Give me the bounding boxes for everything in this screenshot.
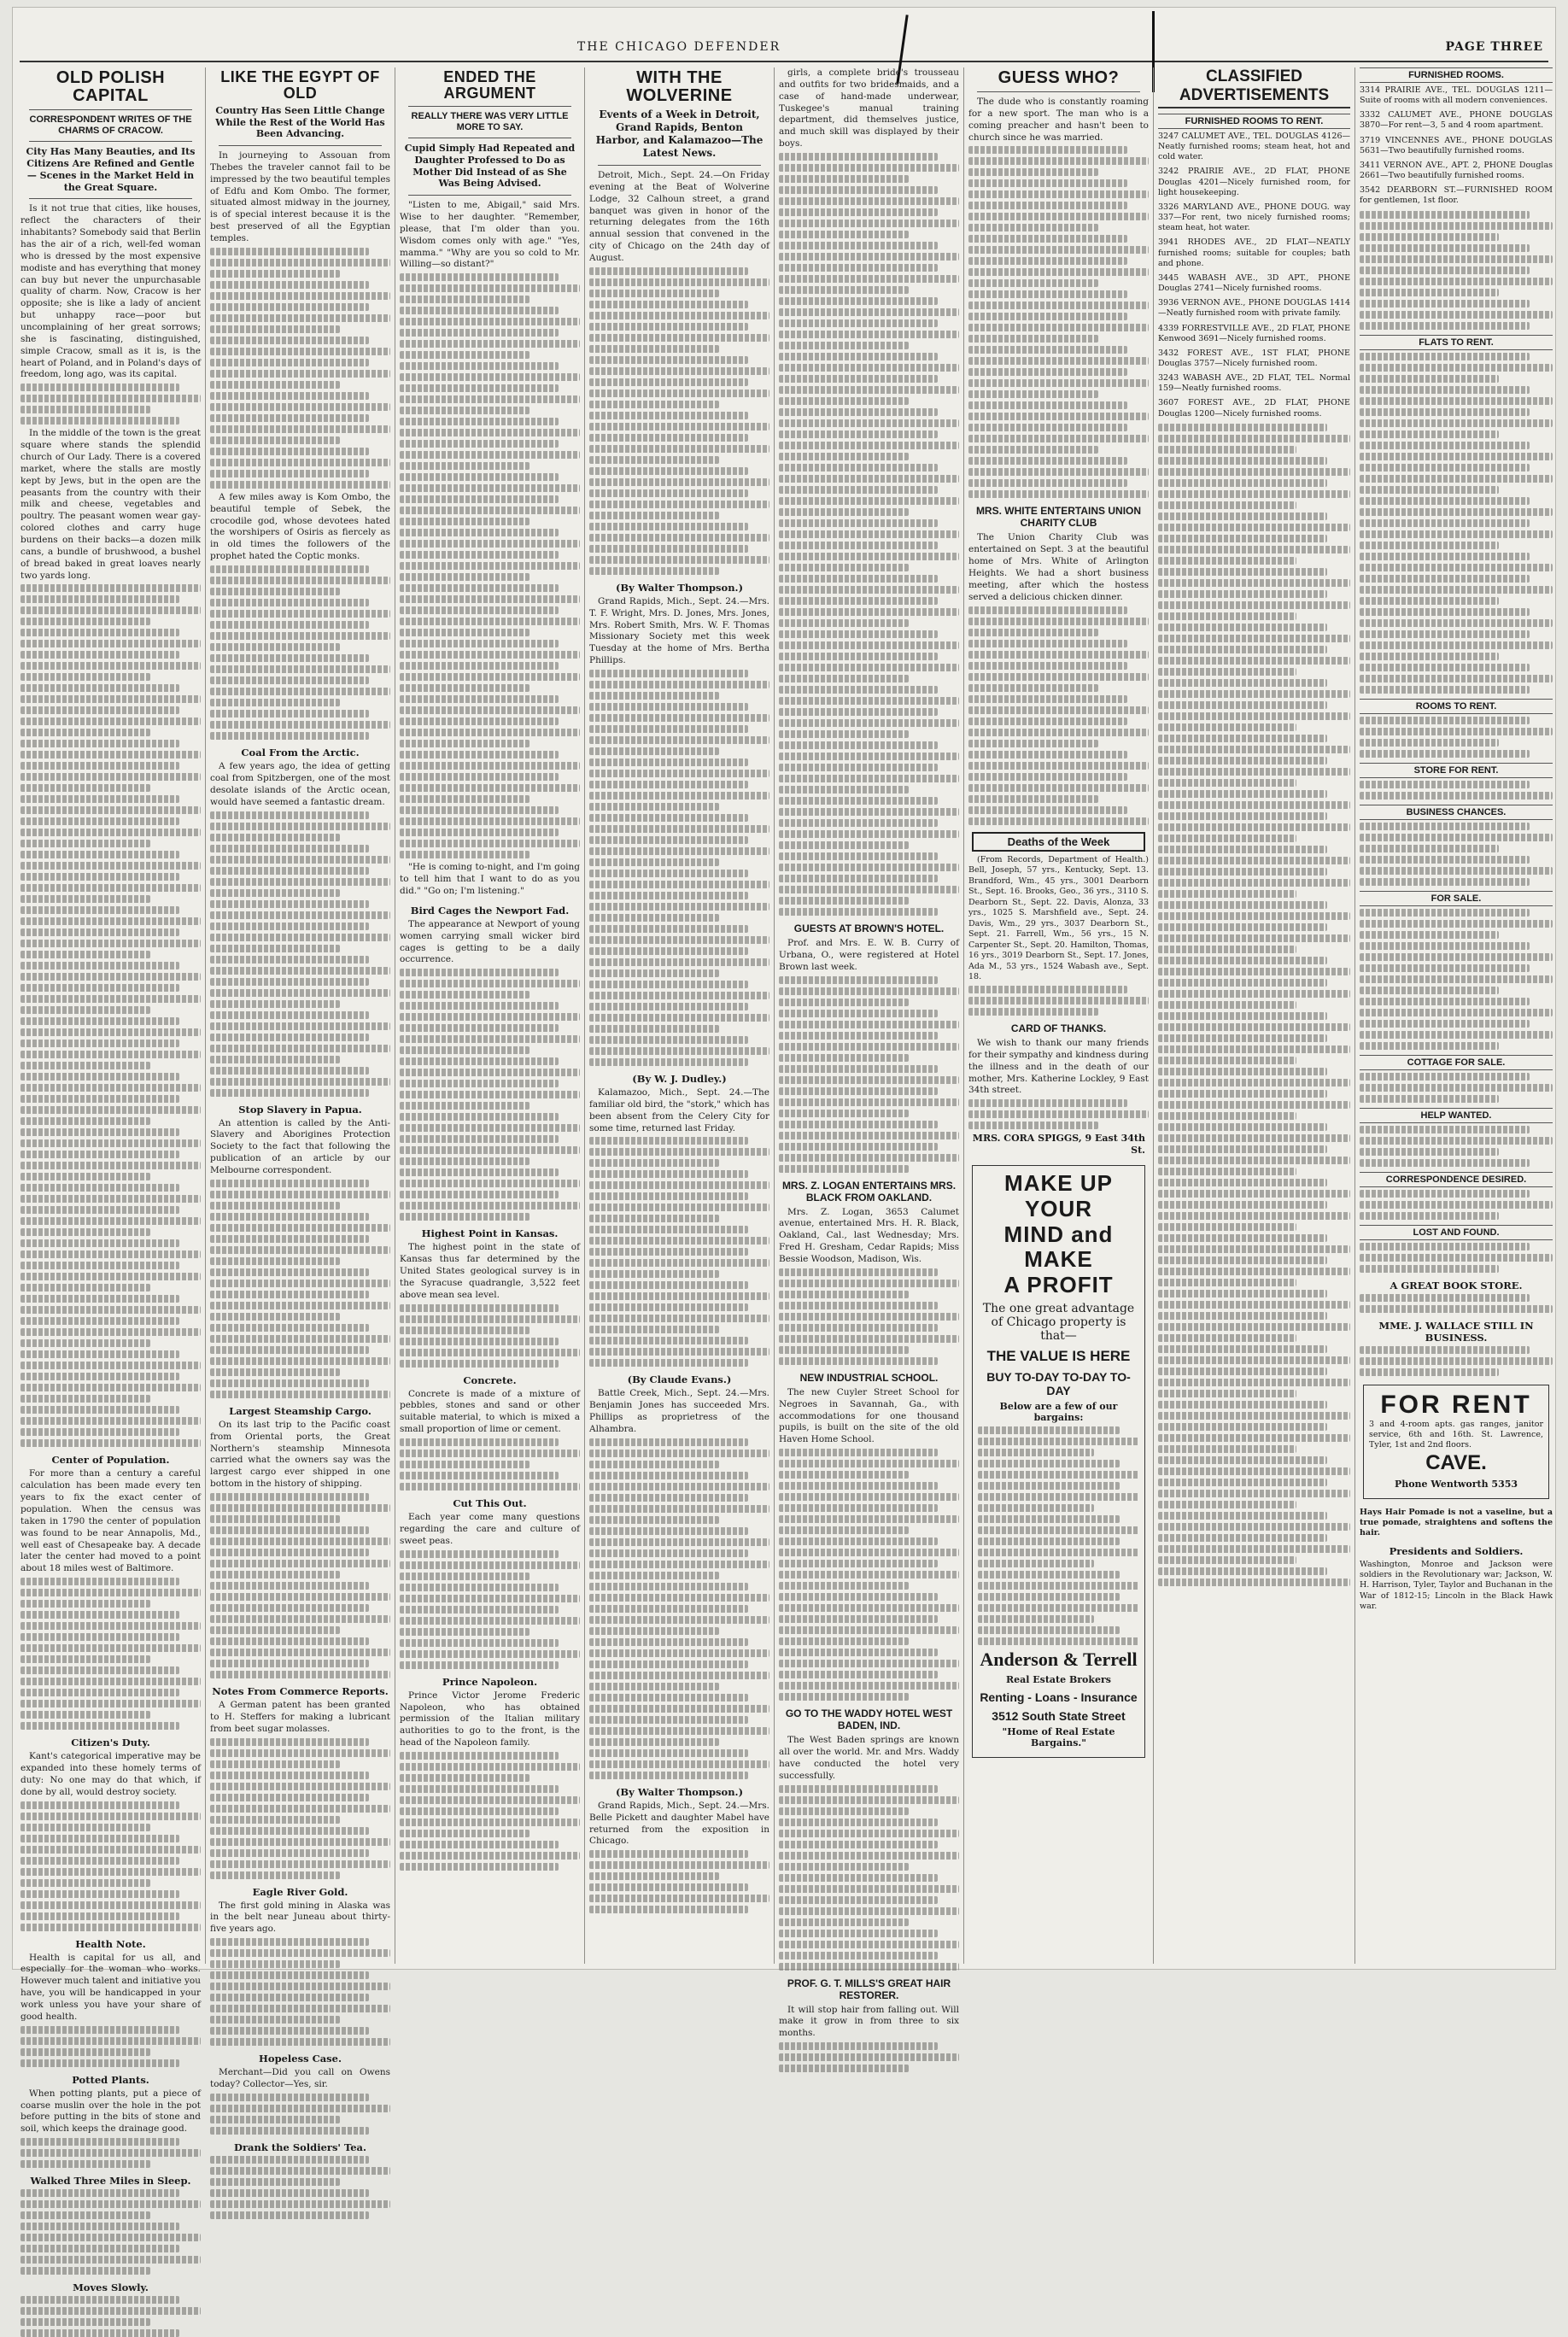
article-headline: GO TO THE WADDY HOTEL WEST BADEN, IND.: [785, 1707, 953, 1732]
classified-ad: 3941 RHODES AVE., 2D FLAT—NEATLY furnished rooms; suitable for couples; bath and phone.: [1158, 237, 1350, 268]
column-1: OLD POLISH CAPITAL CORRESPONDENT WRITES OF THE CHARMS OF CRACOW. City Has Many Beauties, and Its Citizens Are Refined and Gentle— Scenes in the Market Held in the Great Square. Is it not true that cities, like houses, reflect the characters of their inhabitants? Somebody said that Berlin has the air of a rich, well-fed woman who is dressed by the most expensive modiste and has everything that money can buy but never the unpurchasable quality of charm. Now, Cracow is her opposite; she is like a lady of ancient but unhappy race—poor but uncomplaining of her great sorrows; she is fascinating, distinguished, simple Cracow, small as it is, is the heart of Poland, and in Poland's days of freedom, long ago, was its capital. In the middle of the town is the great square where stands the splendid church of Our Lady. There is a covered market, where the stalls are mostly kept by Jews, but in the open are the peasants from the country with their milk and cheese, vegetables and poultry. The peasant women wear gay-colored clothes and carry huge burdens on their backs—a dozen milk cans, a bundle of brushwood, a bushel of bread baked in great loaves nearly two yards long. Center of Population. For more than a century a careful calculation has been made every ten years to fix the exact center of population. When the census was taken in 1790 the center of population was found to be near Annapolis, Md., well east of Chesapeake bay. A decade later the center had moved to a point about 18 miles west of Baltimore. Citizen's Duty. Kant's categorical imperative may be expanded into these homely terms of duty: No one may do that which, if done by all, would destroy society. Health Note. Health is capital for us all, and especially for the woman who works. However much talent and initiative you have, you will be handicapped in your work unless you have your share of good health. Potted Plants. When potting plants, put a piece of coarse muslin over the hole in the pot before putting in the bits of stone and soil, which keeps the drainage good. Walked Three Miles in Sleep. Moves Slowly.: [16, 67, 206, 1964]
classified-ad: 3542 DEARBORN ST.—FURNISHED ROOM for gentlemen, 1st floor.: [1360, 185, 1553, 206]
classified-ad: 3432 FOREST AVE., 1ST FLAT, PHONE Douglas 3757—Nicely furnished room.: [1158, 348, 1350, 368]
classified-ad: 3445 WABASH AVE., 3D APT., PHONE Douglas 2741—Nicely furnished rooms.: [1158, 272, 1350, 294]
article-subhead: Cupid Simply Had Repeated and Daughter Professed to Do as Mother Did Instead of as She Was Being Advised.: [404, 143, 576, 190]
classified-category: STORE FOR RENT.: [1360, 763, 1553, 778]
section-subhead: Hopeless Case.: [259, 2053, 342, 2065]
hays-notice: Hays Hair Pomade is not a vaseline, but a true pomade, straightens and softens the hair.: [1360, 1507, 1553, 1538]
article-headline: ENDED THE ARGUMENT: [443, 68, 536, 102]
signature: MRS. CORA SPIGGS, 9 East 34th St.: [972, 1133, 1145, 1157]
book-store-title: A GREAT BOOK STORE.: [1390, 1279, 1523, 1292]
column-2: LIKE THE EGYPT OF OLD Country Has Seen Little Change While the Rest of the World Has Been Advancing. In journeying to Assouan from Thebes the traveler cannot fail to be impressed by the two beautiful temples of Edfu and Kom Ombo. The former, situated almost midway in the journey, is of special interest because it is the best preserved of all the Egyptian temples. A few miles away is Kom Ombo, the beautiful temple of Sebek, the crocodile god, whose devotees hated the worshipers of Osiris as fiercely as in old times the followers of the prophet hated the Coptic monks. Coal From the Arctic. A few years ago, the idea of getting coal from Spitzbergen, one of the most desolate islands of the Arctic ocean, would have seemed a fantastic dream. Stop Slavery in Papua. An attention is called by the Anti-Slavery and Aborigines Protection Society to the fact that following the publication of an article by our Melbourne correspondent. Largest Steamship Cargo. On its last trip to the Pacific coast from Oriental ports, the Great Northern's steamship Minnesota carried what the owners say was the largest cargo ever shipped in one bottom in the history of shipping. Notes From Commerce Reports. A German patent has been granted to H. Steffers for making a lubricant from beet sugar molasses. Eagle River Gold. The first gold mining in Alaska was in the belt near Juneau about thirty-five years ago. Hopeless Case. Merchant—Did you call on Owens today? Collector—Yes, sir. Drank the Soldiers' Tea.: [206, 67, 395, 1964]
classified-ad: 4339 FORRESTVILLE AVE., 2D FLAT, PHONE Kenwood 3691—Nicely furnished rooms.: [1158, 323, 1350, 343]
section-subhead: Moves Slowly.: [73, 2281, 149, 2294]
section-subhead: Coal From the Arctic.: [241, 747, 360, 759]
classified-ad: 3607 FOREST AVE., 2D FLAT, PHONE Douglas 1200—Nicely furnished rooms.: [1158, 398, 1350, 419]
classified-ad: 3411 VERNON AVE., APT. 2, PHONE Douglas 2661—Two beautifully furnished rooms.: [1360, 160, 1553, 181]
column-5: girls, a complete bride's trousseau and outfits for two bridesmaids, and a case of hand-made underwear, Tuskegee's manual training department, did themselves justice, and much skill was displayed by their boys. GUESTS AT BROWN'S HOTEL. Prof. and Mrs. E. W. B. Curry of Urbana, O., were registered at Hotel Brown last week. MRS. Z. LOGAN ENTERTAINS MRS. BLACK FROM OAKLAND. Mrs. Z. Logan, 3653 Calumet avenue, entertained Mrs. H. R. Black, Oakland, Cal., last Wednesday; Mrs. Fred H. Gresham, Cedar Rapids; Miss Bessie Woodson, Madison, Wis. NEW INDUSTRIAL SCHOOL. The new Cuyler Street School for Negroes in Savannah, Ga., with accommodations for one thousand pupils, is built on the site of the old Haven Home School. GO TO THE WADDY HOTEL WEST BADEN, IND. The West Baden springs are known all over the world. Mr. and Mrs. Waddy have conducted the hotel very successfully. PROF. G. T. MILLS'S GREAT HAIR RESTORER. It will stop hair from falling out. Will make it grow in from three to six months.: [775, 67, 964, 1964]
presidents-text: Washington, Monroe and Jackson were soldiers in the Revolutionary war; Jackson, W. H. Harrison, Tyler, Taylor and Buchanan in the War of 1812-15; Lincoln in the Black Hawk war.: [1360, 1560, 1553, 1611]
article-headline: MRS. WHITE ENTERTAINS UNION CHARITY CLUB: [975, 505, 1142, 530]
column-7-classifieds: [1154, 67, 1355, 1964]
column-3: ENDED THE ARGUMENT REALLY THERE WAS VERY LITTLE MORE TO SAY. Cupid Simply Had Repeated and Daughter Professed to Do as Mother Did Instead of as She Was Being Advised. "Listen to me, Abigail," said Mrs. Wise to her daughter. "Remember, please, that I'm older than you. Wisdom comes only with age." "Yes, mamma." "Why are you so cold to Mr. Willing—so distant?" "He is coming to-night, and I'm going to tell him that I want to do as you did." "Go on; I'm listening." Bird Cages the Newport Fad. The appearance at Newport of young women carrying small wicker bird cages is getting to be a daily occurrence. Highest Point in Kansas. The highest point in the state of Kansas thus far determined by the United States geological survey is in the Syracuse quadrangle, 3,522 feet above mean sea level. Concrete. Concrete is made of a mixture of pebbles, stones and sand or other suitable material, to which is mixed a small proportion of lime or cement. Cut This Out. Each year come many questions regarding the care and culture of sweet peas. Prince Napoleon. Prince Victor Jerome Frederic Napoleon, who has obtained permission of the Italian military authorities to go to the front, is the head of the Napoleon family.: [395, 67, 585, 1964]
masthead: [13, 40, 1557, 61]
classified-category: COTTAGE FOR SALE.: [1360, 1055, 1553, 1070]
classified-category: HELP WANTED.: [1360, 1108, 1553, 1123]
newspaper-title: THE CHICAGO DEFENDER: [576, 40, 781, 54]
section-subhead: Potted Plants.: [72, 2073, 149, 2086]
column-4: WITH THE WOLVERINE Events of a Week in Detroit, Grand Rapids, Benton Harbor, and Kalamazoo—The Latest News. Detroit, Mich., Sept. 24.—On Friday evening at the Beat of Wolverine Lodge, 32 Calhoun street, a grand banquet was given in honor of the returning delegates from the 16th annual session that convened in the city of Chicago on the 24th day of August. (By Walter Thompson.) Grand Rapids, Mich., Sept. 24.—Mrs. T. F. Wright, Mrs. D. Jones, Mrs. Jones, Mrs. Robert Smith, Mrs. W. F. Thomas Missionary Society met this week Tuesday at the home of Mrs. Bertha Phillips. (By W. J. Dudley.) Kalamazoo, Mich., Sept. 24.—The familiar old bird, the "stork," which has been absent from the Celery City for some time, returned last Friday. (By Claude Evans.) Battle Creek, Mich., Sept. 24.—Mrs. Benjamin Jones has succeeded Mrs. Phillips as proprietress of the Alhambra. (By Walter Thompson.) Grand Rapids, Mich., Sept. 24.—Mrs. Belle Pickett and daughter Mabel have returned from the exposition in Chicago.: [585, 67, 775, 1964]
article-headline: MRS. Z. LOGAN ENTERTAINS MRS. BLACK FROM OAKLAND.: [781, 1179, 957, 1204]
classified-category: FURNISHED ROOMS TO RENT.: [1158, 114, 1350, 129]
classified-ad: 3247 CALUMET AVE., TEL. DOUGLAS 4126—Neatly furnished rooms; steam heat, hot and cold water.: [1158, 132, 1350, 162]
real-estate-ad: MAKE UP YOUR MIND and MAKE A PROFIT The one great advantage of Chicago property is that— THE VALUE IS HERE BUY TO-DAY TO-DAY TO-DAY Below are a few of our bargains: Anderson & Terrell Real Estate Brokers Renting - Loans - Insurance 3512 South State Street "Home of Real Estate Bargains.": [972, 1165, 1145, 1758]
article-subhead: Country Has Seen Little Change While the Rest of the World Has Been Advancing.: [215, 104, 385, 140]
section-subhead: Stop Slavery in Papua.: [238, 1103, 362, 1116]
advertiser-name: CAVE.: [1425, 1450, 1487, 1474]
classified-ad: 3243 WABASH AVE., 2D FLAT, TEL. Normal 159—Neatly furnished rooms.: [1158, 373, 1350, 394]
section-subhead: Center of Population.: [51, 1454, 170, 1467]
section-subhead: Health Note.: [75, 1937, 146, 1950]
firm-name: Anderson & Terrell: [980, 1649, 1138, 1671]
byline: (By Walter Thompson.): [615, 1785, 744, 1798]
column-6: GUESS WHO? The dude who is constantly roaming for a new sport. The man who is a coming preacher and hasn't been to church since he was married. MRS. WHITE ENTERTAINS UNION CHARITY CLUB The Union Charity Club was entertained on Sept. 3 at the beautiful home of Mrs. White of Arlington Heights. We had a short business meeting, after which the hostess served a delicious chicken dinner. Deaths of the Week (From Records, Department of Health.) Bell, Joseph, 57 yrs., Kentucky, Sept. 13. Brandford, Wm., 45 yrs., 3001 Dearborn St., Sept. 16. Brooks, Geo., 36 yrs., 3110 S. Dearborn St., Sept. 22. Davis, Alonza, 33 yrs., 1025 S. Marshfield ave., Sept. 24. Davis, Wm., 29 yrs., 3037 Dearborn St., Sept. 21. Farrell, Wm., 56 yrs., 15 N. Carpenter St., Sept. 20. Hamilton, Thomas, 16 yrs., 3019 Dearborn St., Sept. 17. Jones, Ada M., 53 yrs., 1524 Wabash ave., Sept. 18. CARD OF THANKS. We wish to thank our many friends for their sympathy and kindness during the illness and in the death of our mother, Mrs. Katherine Lockley, 9 East 34th street. MRS. CORA SPIGGS, 9 East 34th St. MAKE UP YOUR MIND and MAKE A PROFIT The one great advantage of Chicago property is that— THE VALUE IS HERE BUY TO-DAY TO-DAY TO-DAY Below are a few of our bargains: Anderson & Terrell Real Estate Brokers Renting - Loans - Insurance 3512 South State Street "Home of Real Estate Bargains.": [964, 67, 1154, 1964]
section-subhead: Walked Three Miles in Sleep.: [30, 2175, 191, 2188]
classified-ad: 3936 VERNON AVE., PHONE DOUGLAS 1414—Neatly furnished room with private family.: [1158, 298, 1350, 319]
section-subhead: Citizen's Duty.: [71, 1737, 150, 1749]
byline: (By W. J. Dudley.): [632, 1073, 727, 1086]
classified-headline: CLASSIFIED ADVERTISEMENTS: [1158, 67, 1350, 108]
section-subhead: Presidents and Soldiers.: [1389, 1545, 1524, 1558]
article-body: Is it not true that cities, like houses, reflect the characters of their inhabitants? Somebody said that Berlin has the air of a rich, well-fed woman who is dressed by the most expensive modiste and has everything that money can buy but never the unpurchasable quality of charm. Now, Cracow is her opposite; she is like a lady of ancient but unhappy race—poor but uncomplaining of her great sorrows; she is fascinating, distinguished, simple Cracow, small as it is, is the heart of Poland, and in Poland's days of freedom, long ago, was its capital. In the middle of the town is the great square where stands the splendid church of Our Lady. There is a covered market, where the stalls are mostly kept by Jews, but in the open are the peasants from the country with their milk and cheese, vegetables and poultry. The peasant women wear gay-colored clothes and carry huge burdens on their backs—a dozen milk cans, a bundle of brushwood, a bushel of bread baked in great loaves nearly two yards long.: [20, 203, 201, 1447]
article-deck: Events of a Week in Detroit, Grand Rapids, Benton Harbor, and Kalamazoo—The Latest News.: [595, 108, 764, 159]
classified-ad: 3719 VINCENNES AVE., PHONE DOUGLAS 5631—Two beautifully furnished rooms.: [1360, 135, 1553, 155]
article-headline: GUESTS AT BROWN'S HOTEL.: [793, 922, 945, 935]
page-number: PAGE THREE: [1445, 40, 1543, 54]
classified-category: FURNISHED ROOMS.: [1360, 67, 1553, 83]
article-deck: REALLY THERE WAS VERY LITTLE MORE TO SAY.: [411, 110, 569, 132]
section-subhead: Eagle River Gold.: [252, 1885, 348, 1898]
article-headline: LIKE THE EGYPT OF OLD: [220, 68, 380, 102]
classified-category: FLATS TO RENT.: [1360, 335, 1553, 350]
classified-ad: 3242 PRAIRIE AVE., 2D FLAT, PHONE Douglas 4201—Nicely furnished room, for light housekeeping.: [1158, 167, 1350, 197]
article-headline: WITH THE WOLVERINE: [626, 68, 733, 105]
section-subhead: Cut This Out.: [453, 1497, 527, 1510]
article-subhead: City Has Many Beauties, and Its Citizens Are Refined and Gentle— Scenes in the Market Held in the Great Square.: [26, 146, 196, 193]
wallace-title: MME. J. WALLACE STILL IN BUSINESS.: [1378, 1319, 1534, 1344]
for-rent-ad: FOR RENT 3 and 4-room apts. gas ranges, janitor service, 6th and 16th. St. Lawrence, Tyler, 1st and 2nd floors. CAVE. Phone Wentworth 5353: [1363, 1385, 1549, 1499]
section-subhead: Concrete.: [463, 1374, 517, 1386]
article-headline: GUESS WHO?: [998, 68, 1120, 87]
section-subhead: Prince Napoleon.: [442, 1675, 538, 1688]
column-8-classifieds: [1355, 67, 1557, 1964]
section-subhead: Highest Point in Kansas.: [421, 1227, 559, 1240]
classified-category: ROOMS TO RENT.: [1360, 699, 1553, 714]
deaths-list: (From Records, Department of Health.) Bell, Joseph, 57 yrs., Kentucky, Sept. 13. Brandford, Wm., 45 yrs., 3001 Dearborn St., Sept. 16. Brooks, Geo., 36 yrs., 3110 S. Dearborn St., Sept. 22. Davis, Alonza, 33 yrs., 1025 S. Marshfield ave., Sept. 24. Davis, Wm., 29 yrs., 3037 Dearborn St., Sept. 21. Farrell, Wm., 56 yrs., 15 N. Carpenter St., Sept. 20. Hamilton, Thomas, 16 yrs., 3019 Dearborn St., Sept. 17. Jones, Ada M., 53 yrs., 1524 Wabash ave., Sept. 18.: [968, 855, 1149, 1016]
classified-ad: 3314 PRAIRIE AVE., TEL. DOUGLAS 1211—Suite of rooms with all modern conveniences.: [1360, 85, 1553, 106]
byline: (By Walter Thompson.): [615, 581, 744, 594]
section-subhead: Bird Cages the Newport Fad.: [410, 904, 570, 917]
section-subhead: Notes From Commerce Reports.: [212, 1684, 389, 1697]
classified-ad: 3332 CALUMET AVE., PHONE DOUGLAS 3870—For rent—3, 5 and 4 room apartment.: [1360, 110, 1553, 131]
article-headline: OLD POLISH CAPITAL: [56, 68, 166, 105]
article-deck: CORRESPONDENT WRITES OF THE CHARMS OF CRACOW.: [29, 114, 192, 137]
article-headline: NEW INDUSTRIAL SCHOOL.: [799, 1371, 939, 1384]
section-subhead: Largest Steamship Cargo.: [229, 1404, 372, 1417]
classified-category: BUSINESS CHANCES.: [1360, 805, 1553, 820]
classified-category: FOR SALE.: [1360, 891, 1553, 906]
article-headline: PROF. G. T. MILLS'S GREAT HAIR RESTORER.: [787, 1977, 951, 2001]
newspaper-page: [12, 7, 1556, 2294]
classified-ad: 3326 MARYLAND AVE., PHONE DOUG. way 337—For rent, two nicely furnished rooms; steam heat, hot water.: [1158, 202, 1350, 233]
masthead-rule: [20, 61, 1548, 62]
deaths-box-title: Deaths of the Week: [972, 832, 1145, 852]
classified-category: CORRESPONDENCE DESIRED.: [1360, 1172, 1553, 1187]
section-subhead: Drank the Soldiers' Tea.: [234, 2141, 366, 2153]
byline: (By Claude Evans.): [627, 1374, 732, 1386]
classified-category: LOST AND FOUND.: [1360, 1225, 1553, 1240]
article-headline: CARD OF THANKS.: [1010, 1022, 1107, 1034]
